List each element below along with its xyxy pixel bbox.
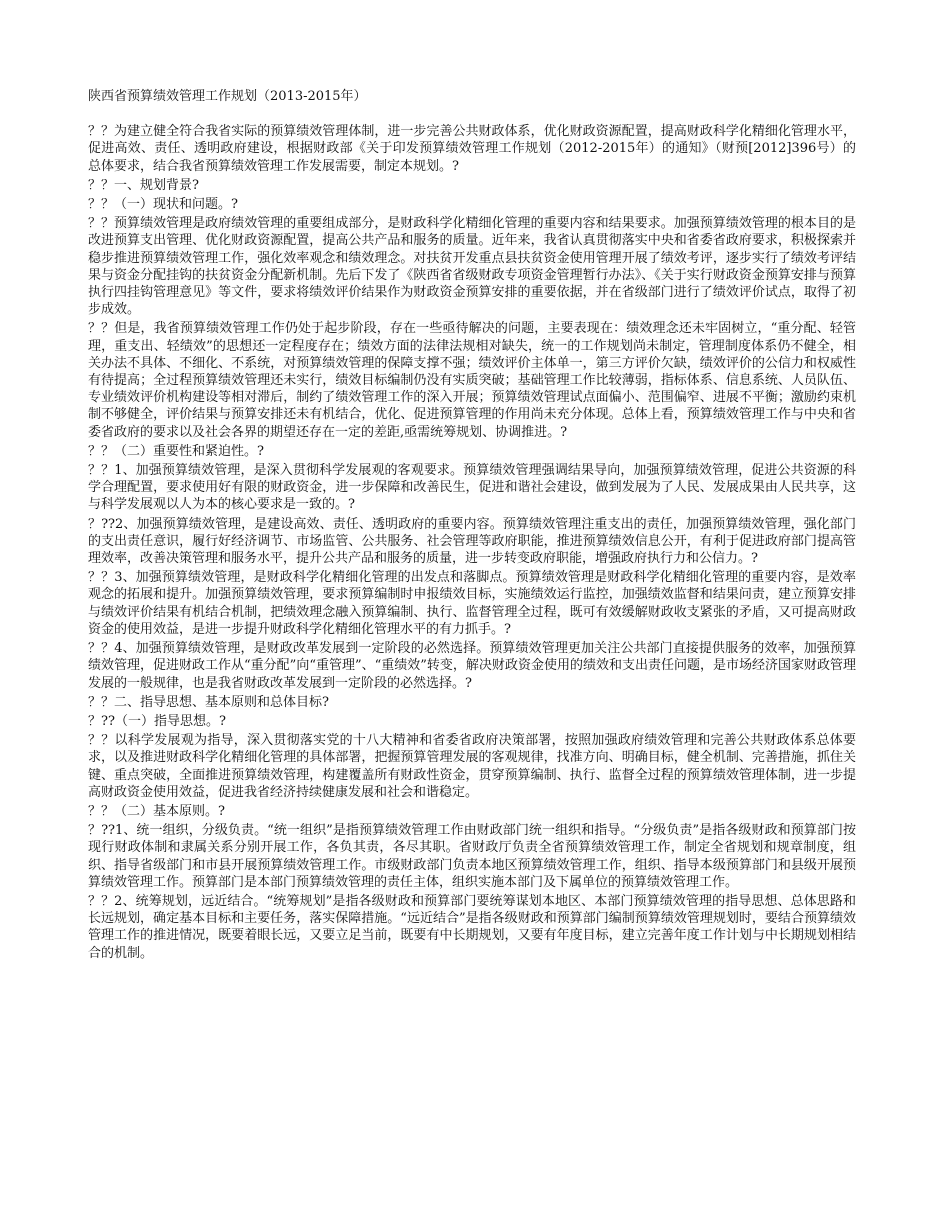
paragraph-intro: ？？为建立健全符合我省实际的预算绩效管理体制，进一步完善公共财政体系，优化财政资源配置，提高财政科学化精细化管理水平，促进高效、责任、透明政府建设，根据财政部《关于印发预算绩效管理工作规划（2012-2015年）的通知》（财预[2012]396号）的总体要求，结合我省预算绩效管理工作发展需要，制定本规划。? xyxy=(88,124,856,174)
document-body xyxy=(88,123,856,962)
paragraph-importance-3: ？？3、加强预算绩效管理，是财政科学化精细化管理的出发点和落脚点。预算绩效管理是财政科学化精细化管理的重要内容，是效率观念的拓展和提升。加强预算绩效管理，要求预算编制时申报绩效目标，实施绩效运行监控，加强绩效监督和结果问责，建立预算安排与绩效评价结果有机结合机制，把绩效理念融入预算编制、执行、监督管理全过程，既可有效缓解财政收支紧张的矛盾，又可提高财政资金的使用效益，是进一步提升财政科学化精细化管理水平的有力抓手。? xyxy=(88,570,856,637)
paragraph-principle-2: ？？2、统筹规划，远近结合。“统筹规划”是指各级财政和预算部门要统筹谋划本地区、本部门预算绩效管理的指导思想、总体思路和长远规划，确定基本目标和主要任务，落实保障措施。“远近结合”是指各级财政和预算部门编制预算绩效管理规划时，要结合预算绩效管理工作的推进情况，既要着眼长远，又要立足当前，既要有中长期规划，又要有年度目标，建立完善年度工作计划与中长期规划相结合的机制。 xyxy=(88,893,856,961)
paragraph-principle-1: ？??1、统一组织，分级负责。“统一组织”是指预算绩效管理工作由财政部门统一组织和指导。“分级负责”是指各级财政和预算部门按现行财政体制和隶属关系分别开展工作，各负其责，各尽其职。省财政厅负责全省预算绩效管理工作，制定全省规划和规章制度，组织、指导省级部门和市县开展预算绩效管理工作。市级财政部门负责本地区预算绩效管理工作，组织、指导本级预算部门和县级开展预算绩效管理工作。预算部门是本部门预算绩效管理的责任主体，组织实施本部门及下属单位的预算绩效管理工作。 xyxy=(88,823,856,890)
document-title: 陕西省预算绩效管理工作规划（2013-2015年） xyxy=(88,89,367,104)
paragraph-importance-2: ？??2、加强预算绩效管理，是建设高效、责任、透明政府的重要内容。预算绩效管理注重支出的责任，加强预算绩效管理，强化部门的支出责任意识，履行好经济调节、市场监管、公共服务、社会管理等政府职能，推进预算绩效信息公开，有利于促进政府部门提高管理效率，改善决策管理和服务水平，提升公共产品和服务的质量，进一步转变政府职能，增强政府执行力和公信力。? xyxy=(88,516,856,567)
heading-subsection-2-1: ？??（一）指导思想。? xyxy=(88,713,226,729)
paragraph-guiding-thought: ？？以科学发展观为指导，深入贯彻落实党的十八大精神和省委省政府决策部署，按照加强政府绩效管理和完善公共财政体系总体要求，以及推进财政科学化精细化管理的具体部署，把握预算管理发展的客观规律，找准方向、明确目标，健全机制、完善措施，抓住关键、重点突破，全面推进预算绩效管理，构建覆盖所有财政性资金，贯穿预算编制、执行、监督全过程的预算绩效管理体制，进一步提高财政资金使用效益，促进我省经济持续健康发展和社会和谐稳定。 xyxy=(88,733,856,800)
paragraph-importance-1: ？？1、加强预算绩效管理，是深入贯彻科学发展观的客观要求。预算绩效管理强调结果导向，加强预算绩效管理，促进公共资源的科学合理配置，要求使用好有限的财政资金，进一步保障和改善民生，促进和谐社会建设，做到发展为了人民、发展成果由人民共享，这与科学发展观以人为本的核心要求是一致的。? xyxy=(88,463,856,513)
heading-section-1: ？？一、规划背景? xyxy=(88,177,199,193)
document-page xyxy=(88,88,856,964)
heading-subsection-2-2: ？？（二）基本原则。? xyxy=(88,803,225,819)
paragraph-status: ？？预算绩效管理是政府绩效管理的重要组成部分，是财政科学化精细化管理的重要内容和结果要求。加强预算绩效管理的根本目的是改进预算支出管理、优化财政资源配置，提高公共产品和服务的质量。近年来，我省认真贯彻落实中央和省委省政府要求，积极探索并稳步推进预算绩效管理工作，强化效率观念和绩效理念。对扶贫开发重点县扶贫资金使用管理开展了绩效考评，逐步实行了绩效考评结果与资金分配挂钩的扶贫资金分配新机制。先后下发了《陕西省省级财政专项资金管理暂行办法》、《关于实行财政资金预算安排与预算执行四挂钩管理意见》等文件，要求将绩效评价结果作为财政资金预算安排的重要依据，并在省级部门进行了绩效评价试点，取得了初步成效。 xyxy=(88,216,856,318)
heading-section-2: ？？二、指导思想、基本原则和总体目标? xyxy=(88,694,329,710)
heading-subsection-1-1: ？？（一）现状和问题。? xyxy=(88,197,238,213)
heading-subsection-1-2: ？？（二）重要性和紧迫性。? xyxy=(88,443,264,459)
paragraph-problems: ？？但是，我省预算绩效管理工作仍处于起步阶段，存在一些亟待解决的问题，主要表现在：绩效理念还未牢固树立，“重分配、轻管理，重支出、轻绩效”的思想还一定程度存在；绩效方面的法律法规相对缺失，统一的工作规划尚未制定，管理制度体系仍不健全，相关办法不具体、不细化、不系统，对预算绩效管理的保障支撑不强；绩效评价主体单一，第三方评价欠缺，绩效评价的公信力和权威性有待提高；全过程预算绩效管理还未实行，绩效目标编制仍没有实质突破；基础管理工作比较薄弱，指标体系、信息系统、人员队伍、专业绩效评价机构建设等相对滞后，制约了绩效管理工作的深入开展；预算绩效管理试点面偏小、范围偏窄、进展不平衡；激励约束机制不够健全，评价结果与预算安排还未有机结合，优化、促进预算管理的作用尚未充分体现。总体上看，预算绩效管理工作与中央和省委省政府的要求以及社会各界的期望还存在一定的差距,亟需统筹规划、协调推进。? xyxy=(88,321,856,440)
paragraph-importance-4: ？？4、加强预算绩效管理，是财政改革发展到一定阶段的必然选择。预算绩效管理更加关注公共部门直接提供服务的效率，加强预算绩效管理，促进财政工作从“重分配”向“重管理”、“重绩效”转变，解决财政资金使用的绩效和支出责任问题，是市场经济国家财政管理发展的一般规律，也是我省财政改革发展到一定阶段的必然选择。? xyxy=(88,641,856,691)
